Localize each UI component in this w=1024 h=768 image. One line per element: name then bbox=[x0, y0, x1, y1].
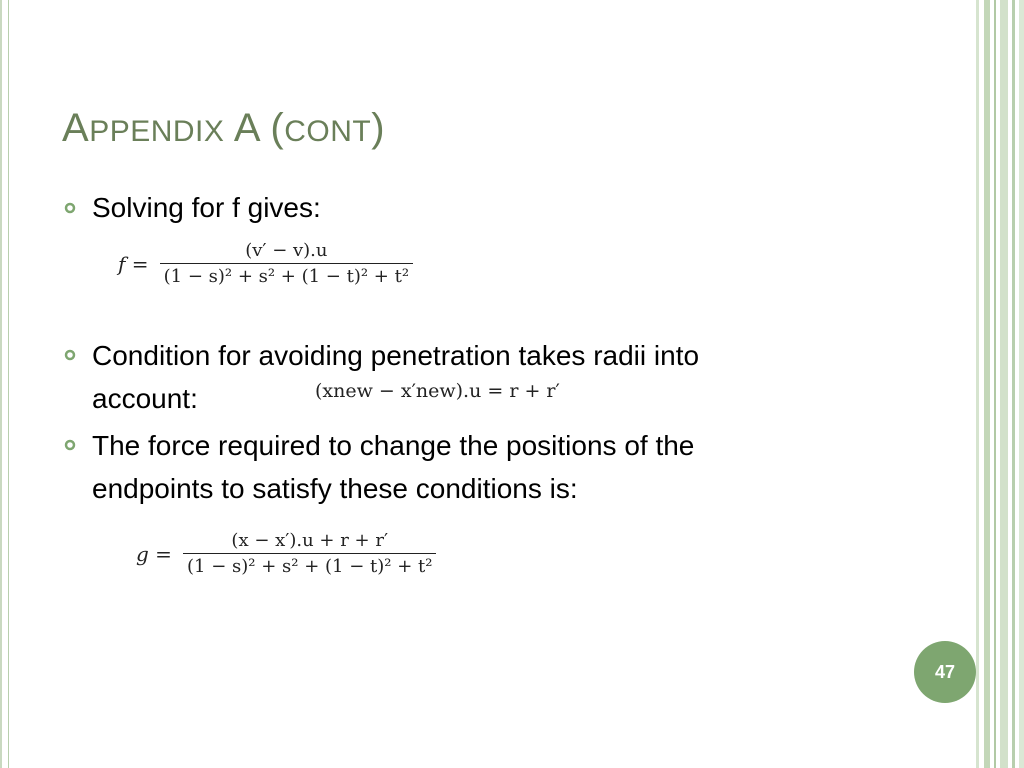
slide-title: APPENDIX A (CONT) bbox=[62, 106, 386, 150]
bullet-text-force: The force required to change the positions of the endpoints to satisfy these conditions is: bbox=[92, 430, 695, 504]
left-border-outer bbox=[0, 0, 2, 768]
equation-f-numerator: (v′ − v).u bbox=[245, 240, 328, 261]
equation-f: f = $\frac{(v' - v).u}{\text{(1 − s)² + s² + (1 − t)² + t²}}$ bbox=[118, 240, 413, 287]
equation-g: g = $\frac{(x - x').u + r + r'}{\text{(1 − s)² + s² + (1 − t)² + t²}}$ bbox=[136, 530, 436, 577]
bullet-text-condition: Condition for avoiding penetration takes radii into account: bbox=[92, 340, 700, 414]
equation-g-denominator: (1 − s)² + s² + (1 − t)² + t² bbox=[183, 553, 436, 577]
bullet-icon bbox=[64, 349, 76, 361]
bullet-icon bbox=[64, 439, 76, 451]
right-border-stripes bbox=[976, 0, 1024, 768]
bullet-icon bbox=[64, 202, 76, 214]
bullet-text-solving: Solving for f gives: bbox=[92, 192, 321, 223]
equation-f-denominator: (1 − s)² + s² + (1 − t)² + t² bbox=[160, 263, 413, 287]
page-number-badge: 47 bbox=[914, 641, 976, 703]
left-border-inner bbox=[8, 0, 9, 768]
equation-condition: (xnew − x′new).u = r + r′ bbox=[315, 380, 560, 402]
equation-g-numerator: (x − x′).u + r + r′ bbox=[231, 530, 389, 551]
